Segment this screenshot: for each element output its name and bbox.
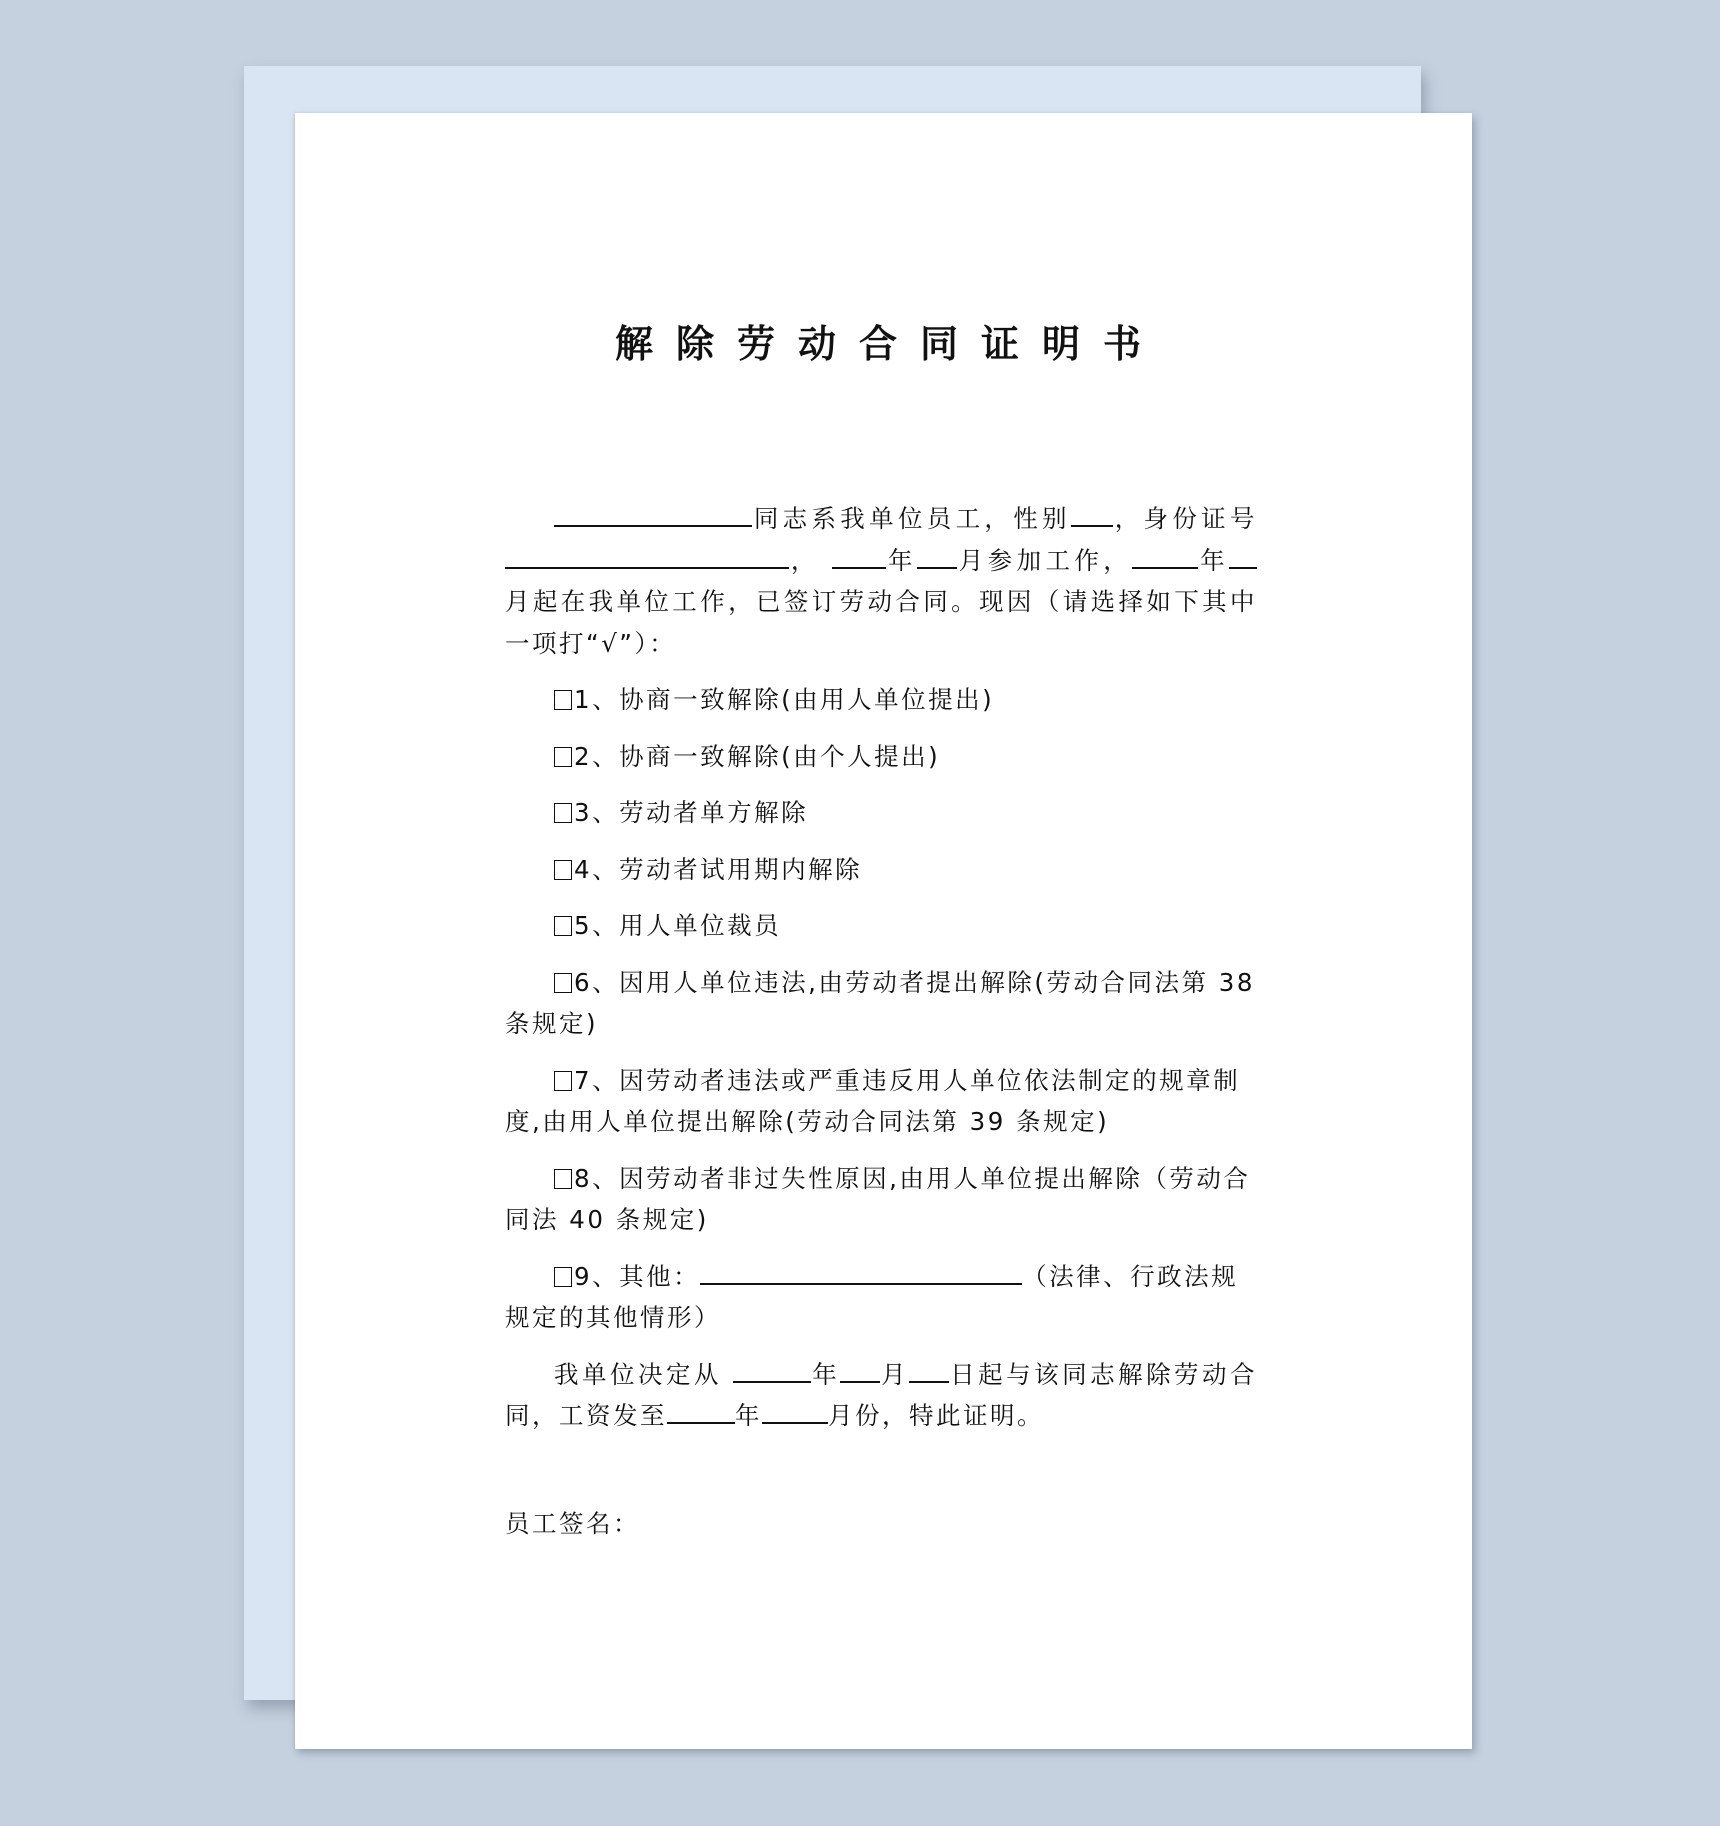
option-text: 、因劳动者非过失性原因,由用人单位提出解除（劳动合同法 40 条规定) (505, 1163, 1251, 1234)
option-text: 、用人单位裁员 (592, 911, 782, 940)
work-start-month-blank[interactable] (917, 545, 957, 569)
termination-month-blank[interactable] (840, 1359, 880, 1383)
option-text: 、劳动者试用期内解除 (592, 854, 863, 884)
termination-year-blank[interactable] (733, 1359, 811, 1383)
join-month-blank[interactable] (1229, 545, 1257, 569)
option-number: 9 (574, 1261, 593, 1291)
decision-text-4: 日起与该同志解除劳动合同，工资发至 (505, 1359, 1258, 1430)
option-8-checkbox[interactable] (554, 1169, 572, 1189)
option-6 (505, 962, 1257, 1045)
option-number: 8 (574, 1163, 593, 1193)
decision-text-6: 月份，特此证明。 (828, 1401, 1044, 1430)
option-1 (505, 679, 1257, 721)
option-number: 5 (574, 911, 593, 940)
option-text-suffix: （法律、行政法规规定的其他情形） (505, 1261, 1239, 1332)
option-number: 7 (574, 1065, 593, 1095)
option-4-checkbox[interactable] (554, 860, 572, 880)
decision-text-1: 我单位决定从 (554, 1359, 734, 1389)
option-number: 3 (574, 798, 593, 827)
termination-day-blank[interactable] (909, 1359, 949, 1383)
option-text: 、其他： (592, 1261, 701, 1291)
option-1-checkbox[interactable] (554, 690, 572, 710)
option-text: 、劳动者单方解除 (592, 798, 809, 827)
option-4 (505, 849, 1257, 891)
work-start-year-blank[interactable] (832, 545, 886, 569)
option-number: 1 (574, 685, 593, 714)
option-8 (505, 1158, 1257, 1241)
option-text: 、因用人单位违法,由劳动者提出解除(劳动合同法第 38 条规定) (505, 967, 1255, 1038)
document-page (295, 113, 1472, 1749)
option-text: 、协商一致解除(由个人提出) (592, 741, 941, 771)
intro-text-7: 月起在我单位工作，已签订劳动合同。现因（请选择如下其中一项打“√”）： (505, 587, 1257, 658)
option-3-checkbox[interactable] (554, 803, 572, 823)
document-body (505, 498, 1257, 1437)
join-year-blank[interactable] (1132, 545, 1198, 569)
salary-until-year-blank[interactable] (667, 1400, 735, 1424)
option-number: 6 (574, 967, 593, 997)
salary-until-month-blank[interactable] (762, 1400, 828, 1424)
option-5-checkbox[interactable] (554, 916, 572, 936)
decision-text-2: 年 (811, 1359, 841, 1389)
option-number: 2 (574, 741, 593, 771)
intro-text-2: ，身份证号 (1112, 504, 1258, 533)
option-6-checkbox[interactable] (554, 973, 572, 993)
option-3 (505, 792, 1257, 834)
decision-paragraph (505, 1354, 1257, 1437)
option-text: 、协商一致解除(由用人单位提出) (592, 685, 995, 714)
other-reason-blank[interactable] (700, 1261, 1022, 1285)
intro-text-5: 月参加工作， (956, 545, 1133, 575)
option-9-checkbox[interactable] (554, 1267, 572, 1287)
option-7 (505, 1060, 1257, 1143)
employee-signature-label: 员工签名： (505, 1509, 640, 1538)
gender-blank[interactable] (1071, 503, 1113, 527)
option-9 (505, 1256, 1257, 1339)
name-blank[interactable] (554, 503, 752, 527)
intro-text-4: 年 (886, 545, 917, 575)
intro-text-3: ， (789, 545, 820, 575)
id-number-blank[interactable] (505, 545, 789, 569)
option-text: 、因劳动者违法或严重违反用人单位依法制定的规章制度,由用人单位提出解除(劳动合同法第 39 条规定) (505, 1065, 1241, 1136)
option-number: 4 (574, 854, 593, 884)
intro-paragraph (505, 498, 1257, 664)
option-2 (505, 736, 1257, 778)
intro-text-1: 同志系我单位员工，性别 (752, 504, 1071, 533)
decision-text-5: 年 (735, 1401, 762, 1430)
intro-text-6: 年 (1198, 545, 1230, 575)
document-title: 解除劳动合同证明书 (614, 321, 1164, 366)
option-7-checkbox[interactable] (554, 1071, 572, 1091)
option-2-checkbox[interactable] (554, 747, 572, 767)
option-5 (505, 905, 1257, 947)
decision-text-3: 月 (880, 1359, 910, 1389)
